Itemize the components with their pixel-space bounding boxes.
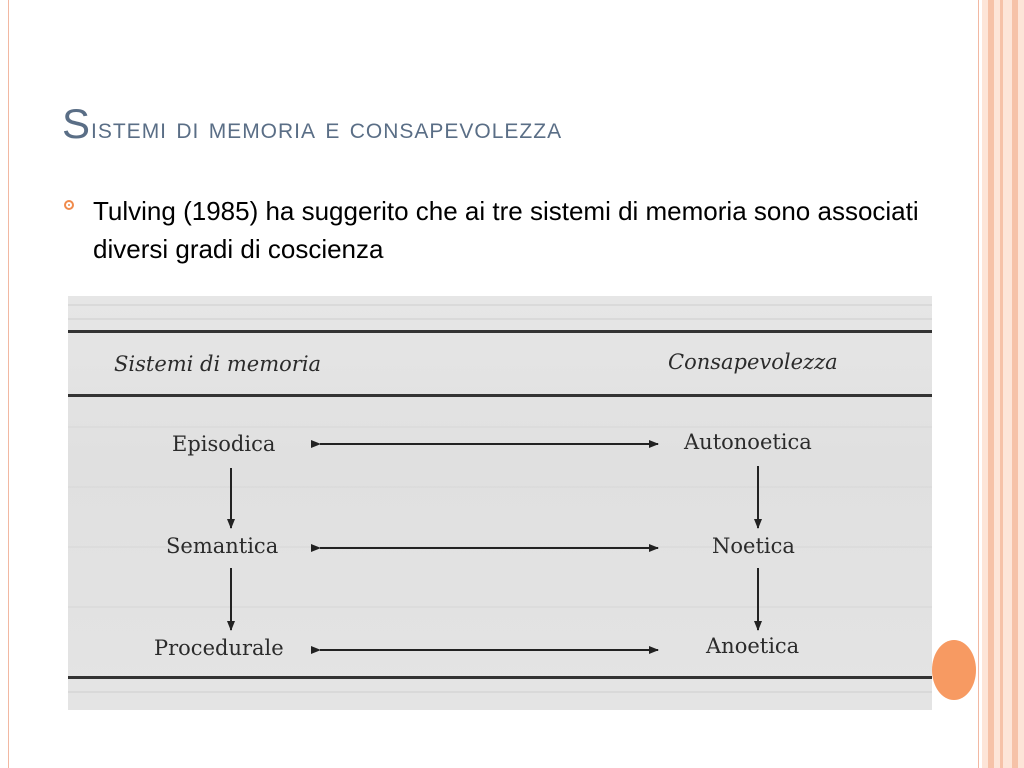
slide-frame-right-band — [982, 0, 1024, 768]
right-column-header: Consapevolezza — [668, 350, 838, 374]
bullet-text: Tulving (1985) ha suggerito che ai tre sistemi di memoria sono associati diversi gradi di coscienza — [93, 196, 919, 264]
figure-arrows — [68, 296, 932, 710]
bullet-circle-icon — [64, 200, 74, 210]
node-episodica: Episodica — [172, 432, 276, 456]
slide-frame-right-line — [978, 0, 979, 768]
node-procedurale: Procedurale — [154, 636, 284, 660]
slide-title: Sistemi di memoria e consapevolezza — [62, 100, 563, 147]
decorative-circle — [932, 640, 976, 700]
slide-frame-left — [8, 0, 9, 768]
node-noetica: Noetica — [712, 534, 795, 558]
node-semantica: Semantica — [166, 534, 279, 558]
memory-systems-figure — [68, 296, 932, 710]
node-anoetica: Anoetica — [706, 634, 800, 658]
node-autonoetica: Autonoetica — [684, 430, 812, 454]
left-column-header: Sistemi di memoria — [114, 352, 322, 376]
